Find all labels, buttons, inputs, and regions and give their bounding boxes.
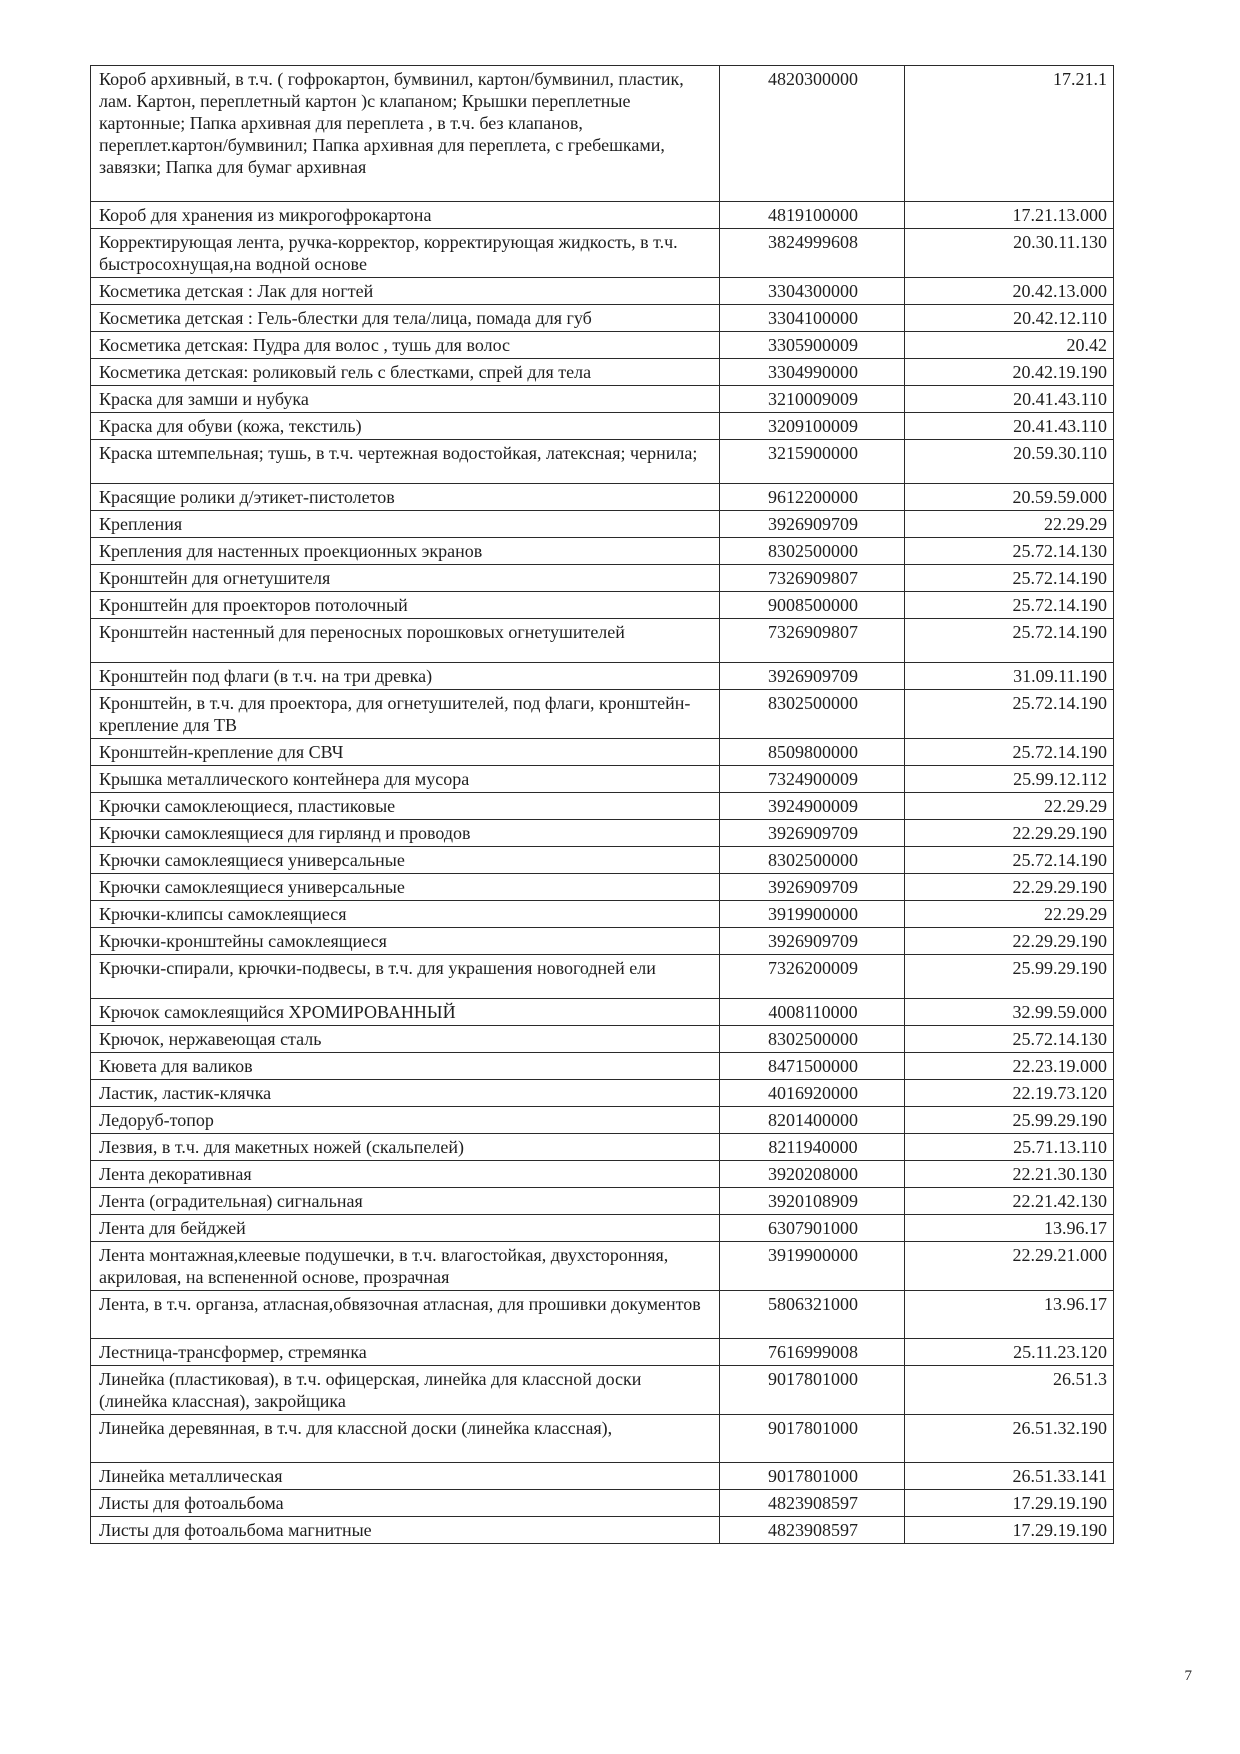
product-name-cell: Краска для обуви (кожа, текстиль) bbox=[91, 413, 720, 440]
okpd-code-cell: 25.99.29.190 bbox=[905, 955, 1114, 999]
tnved-code-cell: 8302500000 bbox=[720, 538, 905, 565]
document-sheet bbox=[90, 65, 1113, 1544]
okpd-code-cell: 20.59.30.110 bbox=[905, 440, 1114, 484]
table-row bbox=[91, 66, 1114, 202]
product-name-cell: Лезвия, в т.ч. для макетных ножей (скальпелей) bbox=[91, 1134, 720, 1161]
product-name-cell: Кронштейн для огнетушителя bbox=[91, 565, 720, 592]
product-name-cell: Косметика детская : Гель-блестки для тела/лица, помада для губ bbox=[91, 305, 720, 332]
tnved-code-cell: 8201400000 bbox=[720, 1107, 905, 1134]
okpd-code-cell: 20.42.12.110 bbox=[905, 305, 1114, 332]
okpd-code-cell: 31.09.11.190 bbox=[905, 663, 1114, 690]
product-name-cell: Косметика детская : Лак для ногтей bbox=[91, 278, 720, 305]
table-row bbox=[91, 874, 1114, 901]
tnved-code-cell: 9008500000 bbox=[720, 592, 905, 619]
product-name-cell: Крючки-клипсы самоклеящиеся bbox=[91, 901, 720, 928]
product-name-cell: Лента декоративная bbox=[91, 1161, 720, 1188]
okpd-code-cell: 25.11.23.120 bbox=[905, 1339, 1114, 1366]
table-row bbox=[91, 386, 1114, 413]
okpd-code-cell: 22.21.42.130 bbox=[905, 1188, 1114, 1215]
product-name-cell: Крючки самоклеящиеся для гирлянд и проводов bbox=[91, 820, 720, 847]
tnved-code-cell: 4008110000 bbox=[720, 999, 905, 1026]
tnved-code-cell: 8302500000 bbox=[720, 690, 905, 739]
okpd-code-cell: 26.51.3 bbox=[905, 1366, 1114, 1415]
table-row bbox=[91, 619, 1114, 663]
okpd-code-cell: 22.29.29 bbox=[905, 511, 1114, 538]
tnved-code-cell: 7324900009 bbox=[720, 766, 905, 793]
okpd-code-cell: 25.99.29.190 bbox=[905, 1107, 1114, 1134]
tnved-code-cell: 4820300000 bbox=[720, 66, 905, 202]
tnved-code-cell: 9017801000 bbox=[720, 1366, 905, 1415]
table-row bbox=[91, 847, 1114, 874]
okpd-code-cell: 25.72.14.130 bbox=[905, 538, 1114, 565]
table-row bbox=[91, 1490, 1114, 1517]
product-name-cell: Косметика детская: Пудра для волос , тушь для волос bbox=[91, 332, 720, 359]
product-name-cell: Ледоруб-топор bbox=[91, 1107, 720, 1134]
product-name-cell: Короб архивный, в т.ч. ( гофрокартон, бумвинил, картон/бумвинил, пластик, лам. Картон, переплетный картон )с клапаном; Крышки переплетные картонные; Папка архивная для переплета , в т.ч. без клапанов, переплет.картон/бумвинил; Папка архивная для переплета, с гребешками, завязки; Папка для бумаг архивная bbox=[91, 66, 720, 202]
tnved-code-cell: 8509800000 bbox=[720, 739, 905, 766]
table-row bbox=[91, 278, 1114, 305]
tnved-code-cell: 4823908597 bbox=[720, 1517, 905, 1544]
table-row bbox=[91, 1291, 1114, 1339]
product-name-cell: Короб для хранения из микрогофрокартона bbox=[91, 202, 720, 229]
okpd-code-cell: 20.42.13.000 bbox=[905, 278, 1114, 305]
tnved-code-cell: 7326909807 bbox=[720, 619, 905, 663]
tnved-code-cell: 3924900009 bbox=[720, 793, 905, 820]
product-name-cell: Кронштейн, в т.ч. для проектора, для огнетушителей, под флаги, кронштейн-крепление для ТВ bbox=[91, 690, 720, 739]
product-name-cell: Лента (оградительная) сигнальная bbox=[91, 1188, 720, 1215]
table-row bbox=[91, 332, 1114, 359]
tnved-code-cell: 3926909709 bbox=[720, 820, 905, 847]
table-row bbox=[91, 1188, 1114, 1215]
okpd-code-cell: 26.51.33.141 bbox=[905, 1463, 1114, 1490]
okpd-code-cell: 22.29.29 bbox=[905, 901, 1114, 928]
tnved-code-cell: 4016920000 bbox=[720, 1080, 905, 1107]
tnved-code-cell: 3920108909 bbox=[720, 1188, 905, 1215]
tnved-code-cell: 4823908597 bbox=[720, 1490, 905, 1517]
tnved-code-cell: 8211940000 bbox=[720, 1134, 905, 1161]
tnved-code-cell: 3920208000 bbox=[720, 1161, 905, 1188]
okpd-code-cell: 25.99.12.112 bbox=[905, 766, 1114, 793]
product-name-cell: Корректирующая лента, ручка-корректор, корректирующая жидкость, в т.ч. быстросохнущая,на водной основе bbox=[91, 229, 720, 278]
tnved-code-cell: 8471500000 bbox=[720, 1053, 905, 1080]
table-row bbox=[91, 413, 1114, 440]
product-name-cell: Крепления для настенных проекционных экранов bbox=[91, 538, 720, 565]
table-row bbox=[91, 1242, 1114, 1291]
tnved-code-cell: 8302500000 bbox=[720, 1026, 905, 1053]
product-name-cell: Кювета для валиков bbox=[91, 1053, 720, 1080]
tnved-code-cell: 9017801000 bbox=[720, 1415, 905, 1463]
table-row bbox=[91, 1339, 1114, 1366]
okpd-code-cell: 20.30.11.130 bbox=[905, 229, 1114, 278]
product-name-cell: Лента для бейджей bbox=[91, 1215, 720, 1242]
tnved-code-cell: 4819100000 bbox=[720, 202, 905, 229]
okpd-code-cell: 25.72.14.190 bbox=[905, 619, 1114, 663]
product-name-cell: Линейка деревянная, в т.ч. для классной доски (линейка классная), bbox=[91, 1415, 720, 1463]
tnved-code-cell: 3304990000 bbox=[720, 359, 905, 386]
product-name-cell: Крючки самоклеющиеся, пластиковые bbox=[91, 793, 720, 820]
product-name-cell: Листы для фотоальбома bbox=[91, 1490, 720, 1517]
product-name-cell: Крючки самоклеящиеся универсальные bbox=[91, 874, 720, 901]
tnved-code-cell: 3304100000 bbox=[720, 305, 905, 332]
okpd-code-cell: 25.72.14.190 bbox=[905, 592, 1114, 619]
table-row bbox=[91, 305, 1114, 332]
tnved-code-cell: 7616999008 bbox=[720, 1339, 905, 1366]
product-name-cell: Кронштейн для проекторов потолочный bbox=[91, 592, 720, 619]
product-name-cell: Лестница-трансформер, стремянка bbox=[91, 1339, 720, 1366]
table-row bbox=[91, 565, 1114, 592]
okpd-code-cell: 20.42 bbox=[905, 332, 1114, 359]
product-name-cell: Ластик, ластик-клячка bbox=[91, 1080, 720, 1107]
product-name-cell: Линейка (пластиковая), в т.ч. офицерская, линейка для классной доски (линейка классная), закройщика bbox=[91, 1366, 720, 1415]
okpd-code-cell: 22.29.29.190 bbox=[905, 928, 1114, 955]
tnved-code-cell: 3919900000 bbox=[720, 1242, 905, 1291]
tnved-code-cell: 3926909709 bbox=[720, 928, 905, 955]
table-row bbox=[91, 484, 1114, 511]
tnved-code-cell: 9612200000 bbox=[720, 484, 905, 511]
page-number: 7 bbox=[1184, 1668, 1192, 1684]
product-name-cell: Кронштейн настенный для переносных порошковых огнетушителей bbox=[91, 619, 720, 663]
table-row bbox=[91, 1107, 1114, 1134]
okpd-code-cell: 20.42.19.190 bbox=[905, 359, 1114, 386]
okpd-code-cell: 25.72.14.190 bbox=[905, 739, 1114, 766]
tnved-code-cell: 3919900000 bbox=[720, 901, 905, 928]
product-name-cell: Кронштейн под флаги (в т.ч. на три древка) bbox=[91, 663, 720, 690]
table-row bbox=[91, 1161, 1114, 1188]
table-row bbox=[91, 663, 1114, 690]
table-row bbox=[91, 440, 1114, 484]
tnved-code-cell: 5806321000 bbox=[720, 1291, 905, 1339]
okpd-code-cell: 17.21.1 bbox=[905, 66, 1114, 202]
okpd-code-cell: 22.29.29.190 bbox=[905, 874, 1114, 901]
okpd-code-cell: 22.21.30.130 bbox=[905, 1161, 1114, 1188]
product-name-cell: Косметика детская: роликовый гель с блестками, спрей для тела bbox=[91, 359, 720, 386]
okpd-code-cell: 22.19.73.120 bbox=[905, 1080, 1114, 1107]
table-row bbox=[91, 901, 1114, 928]
table-row bbox=[91, 359, 1114, 386]
tnved-code-cell: 3209100009 bbox=[720, 413, 905, 440]
tnved-code-cell: 3824999608 bbox=[720, 229, 905, 278]
okpd-code-cell: 17.29.19.190 bbox=[905, 1517, 1114, 1544]
table-row bbox=[91, 955, 1114, 999]
goods-table bbox=[90, 65, 1114, 1544]
okpd-code-cell: 22.29.29 bbox=[905, 793, 1114, 820]
tnved-code-cell: 3215900000 bbox=[720, 440, 905, 484]
table-row bbox=[91, 1080, 1114, 1107]
okpd-code-cell: 25.72.14.190 bbox=[905, 690, 1114, 739]
table-row bbox=[91, 1134, 1114, 1161]
table-row bbox=[91, 229, 1114, 278]
table-row bbox=[91, 766, 1114, 793]
tnved-code-cell: 7326909807 bbox=[720, 565, 905, 592]
table-row bbox=[91, 511, 1114, 538]
okpd-code-cell: 22.29.21.000 bbox=[905, 1242, 1114, 1291]
table-row bbox=[91, 592, 1114, 619]
tnved-code-cell: 6307901000 bbox=[720, 1215, 905, 1242]
table-row bbox=[91, 739, 1114, 766]
okpd-code-cell: 22.23.19.000 bbox=[905, 1053, 1114, 1080]
table-row bbox=[91, 538, 1114, 565]
tnved-code-cell: 3305900009 bbox=[720, 332, 905, 359]
product-name-cell: Лента монтажная,клеевые подушечки, в т.ч. влагостойкая, двухсторонняя, акриловая, на вспененной основе, прозрачная bbox=[91, 1242, 720, 1291]
tnved-code-cell: 3926909709 bbox=[720, 874, 905, 901]
tnved-code-cell: 3304300000 bbox=[720, 278, 905, 305]
product-name-cell: Крышка металлического контейнера для мусора bbox=[91, 766, 720, 793]
product-name-cell: Крючки-спирали, крючки-подвесы, в т.ч. для украшения новогодней ели bbox=[91, 955, 720, 999]
tnved-code-cell: 7326200009 bbox=[720, 955, 905, 999]
okpd-code-cell: 20.59.59.000 bbox=[905, 484, 1114, 511]
product-name-cell: Кронштейн-крепление для СВЧ bbox=[91, 739, 720, 766]
okpd-code-cell: 20.41.43.110 bbox=[905, 386, 1114, 413]
okpd-code-cell: 22.29.29.190 bbox=[905, 820, 1114, 847]
table-row bbox=[91, 202, 1114, 229]
table-row bbox=[91, 793, 1114, 820]
product-name-cell: Листы для фотоальбома магнитные bbox=[91, 1517, 720, 1544]
okpd-code-cell: 13.96.17 bbox=[905, 1215, 1114, 1242]
goods-table-body bbox=[91, 66, 1114, 1544]
tnved-code-cell: 3210009009 bbox=[720, 386, 905, 413]
table-row bbox=[91, 1215, 1114, 1242]
table-row bbox=[91, 1463, 1114, 1490]
product-name-cell: Крючки-кронштейны самоклеящиеся bbox=[91, 928, 720, 955]
table-row bbox=[91, 1026, 1114, 1053]
table-row bbox=[91, 1517, 1114, 1544]
table-row bbox=[91, 820, 1114, 847]
table-row bbox=[91, 690, 1114, 739]
table-row bbox=[91, 1053, 1114, 1080]
okpd-code-cell: 17.21.13.000 bbox=[905, 202, 1114, 229]
table-row bbox=[91, 928, 1114, 955]
table-row bbox=[91, 999, 1114, 1026]
okpd-code-cell: 25.72.14.190 bbox=[905, 847, 1114, 874]
okpd-code-cell: 32.99.59.000 bbox=[905, 999, 1114, 1026]
okpd-code-cell: 13.96.17 bbox=[905, 1291, 1114, 1339]
tnved-code-cell: 3926909709 bbox=[720, 511, 905, 538]
okpd-code-cell: 25.71.13.110 bbox=[905, 1134, 1114, 1161]
product-name-cell: Крючок самоклеящийся ХРОМИРОВАННЫЙ bbox=[91, 999, 720, 1026]
product-name-cell: Краска для замши и нубука bbox=[91, 386, 720, 413]
table-row bbox=[91, 1415, 1114, 1463]
okpd-code-cell: 17.29.19.190 bbox=[905, 1490, 1114, 1517]
okpd-code-cell: 25.72.14.130 bbox=[905, 1026, 1114, 1053]
tnved-code-cell: 8302500000 bbox=[720, 847, 905, 874]
product-name-cell: Лента, в т.ч. органза, атласная,обвязочная атласная, для прошивки документов bbox=[91, 1291, 720, 1339]
tnved-code-cell: 9017801000 bbox=[720, 1463, 905, 1490]
tnved-code-cell: 3926909709 bbox=[720, 663, 905, 690]
okpd-code-cell: 25.72.14.190 bbox=[905, 565, 1114, 592]
okpd-code-cell: 26.51.32.190 bbox=[905, 1415, 1114, 1463]
product-name-cell: Крепления bbox=[91, 511, 720, 538]
product-name-cell: Красящие ролики д/этикет-пистолетов bbox=[91, 484, 720, 511]
product-name-cell: Краска штемпельная; тушь, в т.ч. чертежная водостойкая, латексная; чернила; bbox=[91, 440, 720, 484]
product-name-cell: Линейка металлическая bbox=[91, 1463, 720, 1490]
product-name-cell: Крючки самоклеящиеся универсальные bbox=[91, 847, 720, 874]
product-name-cell: Крючок, нержавеющая сталь bbox=[91, 1026, 720, 1053]
table-row bbox=[91, 1366, 1114, 1415]
okpd-code-cell: 20.41.43.110 bbox=[905, 413, 1114, 440]
